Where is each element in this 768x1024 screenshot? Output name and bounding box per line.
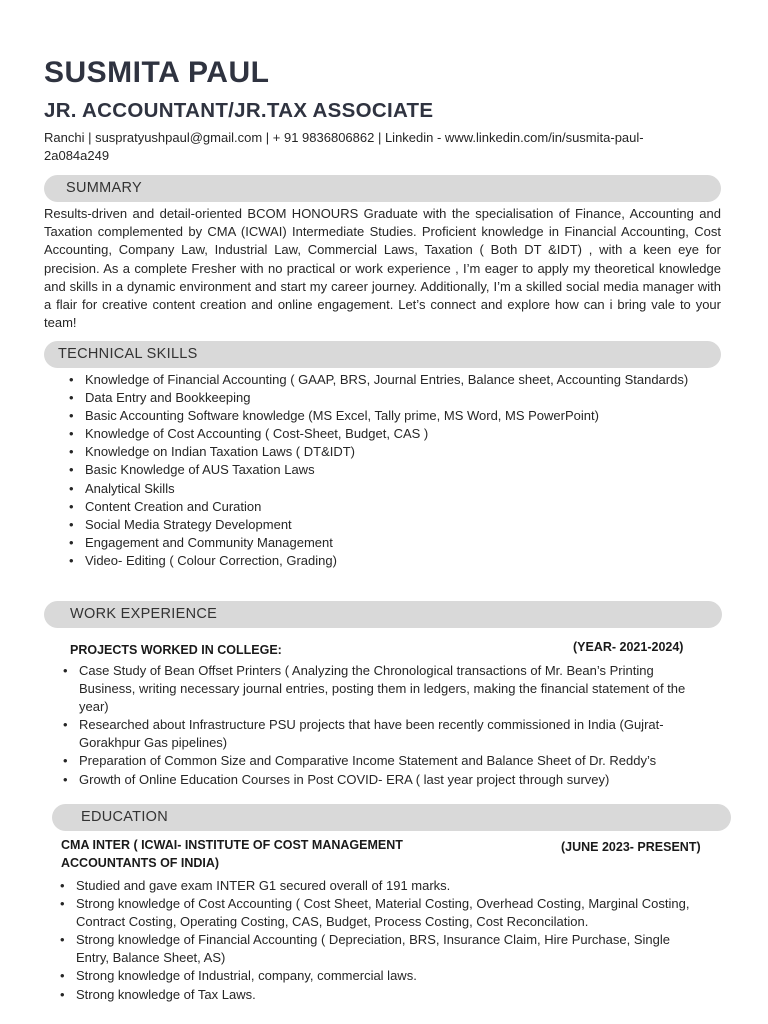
education-item: • Strong knowledge of Cost Accounting ( Cost Sheet, Material Costing, Overhead Costing, Marginal Costing, Contract Costing, Operating Costing, CAS, Budget, Process Costing, Cost Reconcilation. [58, 895, 698, 931]
education-item: • Strong knowledge of Tax Laws. [58, 986, 698, 1004]
skill-item: • Content Creation and Curation [67, 498, 697, 516]
skills-heading: TECHNICAL SKILLS [58, 346, 198, 362]
name-heading: SUSMITA PAUL [44, 56, 270, 89]
job-title: JR. ACCOUNTANT/JR.TAX ASSOCIATE [44, 99, 434, 122]
summary-heading: SUMMARY [66, 180, 142, 196]
work-item: • Researched about Infrastructure PSU projects that have been recently commissioned in India (Gujrat- Gorakhpur Gas pipelines) [61, 716, 701, 752]
skill-item: • Video- Editing ( Colour Correction, Grading) [67, 552, 697, 570]
skill-item: • Data Entry and Bookkeeping [67, 389, 697, 407]
education-bar [52, 804, 731, 831]
education-list [58, 877, 698, 1004]
skill-item: • Analytical Skills [67, 480, 697, 498]
work-heading: WORK EXPERIENCE [70, 606, 218, 622]
summary-bar [44, 175, 721, 202]
skill-item: • Knowledge of Cost Accounting ( Cost-Sheet, Budget, CAS ) [67, 425, 697, 443]
skill-item: • Knowledge on Indian Taxation Laws ( DT&IDT) [67, 443, 697, 461]
education-item: • Strong knowledge of Industrial, company, commercial laws. [58, 967, 698, 985]
education-item: • Studied and gave exam INTER G1 secured overall of 191 marks. [58, 877, 698, 895]
work-item: • Preparation of Common Size and Comparative Income Statement and Balance Sheet of Dr. Reddy’s [61, 752, 701, 770]
skill-item: • Engagement and Community Management [67, 534, 697, 552]
contact-line: Ranchi | suspratyushpaul@gmail.com | + 91 9836806862 | Linkedin - www.linkedin.com/in/susmita-paul-2a084a249 [44, 130, 644, 163]
work-item: • Case Study of Bean Offset Printers ( Analyzing the Chronological transactions of Mr. Bean’s Printing Business, writing necessary journal entries, posting them in ledgers, making the financial statement of the year) [61, 662, 701, 716]
skill-item: • Basic Accounting Software knowledge (MS Excel, Tally prime, MS Word, MS PowerPoint) [67, 407, 697, 425]
education-heading: EDUCATION [81, 809, 169, 825]
education-period: (JUNE 2023- PRESENT) [561, 840, 701, 854]
work-period: (YEAR- 2021-2024) [573, 640, 684, 654]
skill-item: • Basic Knowledge of AUS Taxation Laws [67, 461, 697, 479]
skill-item: • Social Media Strategy Development [67, 516, 697, 534]
skill-item: • Knowledge of Financial Accounting ( GAAP, BRS, Journal Entries, Balance sheet, Accounting Standards) [67, 371, 697, 389]
education-subheading: CMA INTER ( ICWAI- INSTITUTE OF COST MANAGEMENT ACCOUNTANTS OF INDIA) [61, 838, 403, 870]
skills-bar [44, 341, 721, 368]
work-bar [44, 601, 722, 628]
summary-text: Results-driven and detail-oriented BCOM HONOURS Graduate with the specialisation of Finance, Accounting and Taxation complemented by CMA (ICWAI) Intermediate Studies. Proficient knowledge in Financial Accounting, Cost Accounting, Company Law, Industrial Law, Commercial Laws, Taxation ( Both DT &IDT) , with a keen eye for precision. As a complete Fresher with no practical or work experience , I’m eager to apply my theoretical knowledge and skills in a dynamic environment and start my career journey. Additionally, I’m a skilled social media manager with a flair for creative content creation and online engagement. Let’s connect and explore how can i bring vale to your team! [44, 206, 721, 331]
skills-list [67, 371, 697, 570]
work-item: • Growth of Online Education Courses in Post COVID- ERA ( last year project through survey) [61, 771, 701, 789]
work-list [61, 662, 701, 789]
work-subheading: PROJECTS WORKED IN COLLEGE: [70, 643, 282, 657]
education-item: • Strong knowledge of Financial Accounting ( Depreciation, BRS, Insurance Claim, Hire Purchase, Single Entry, Balance Sheet, AS) [58, 931, 698, 967]
